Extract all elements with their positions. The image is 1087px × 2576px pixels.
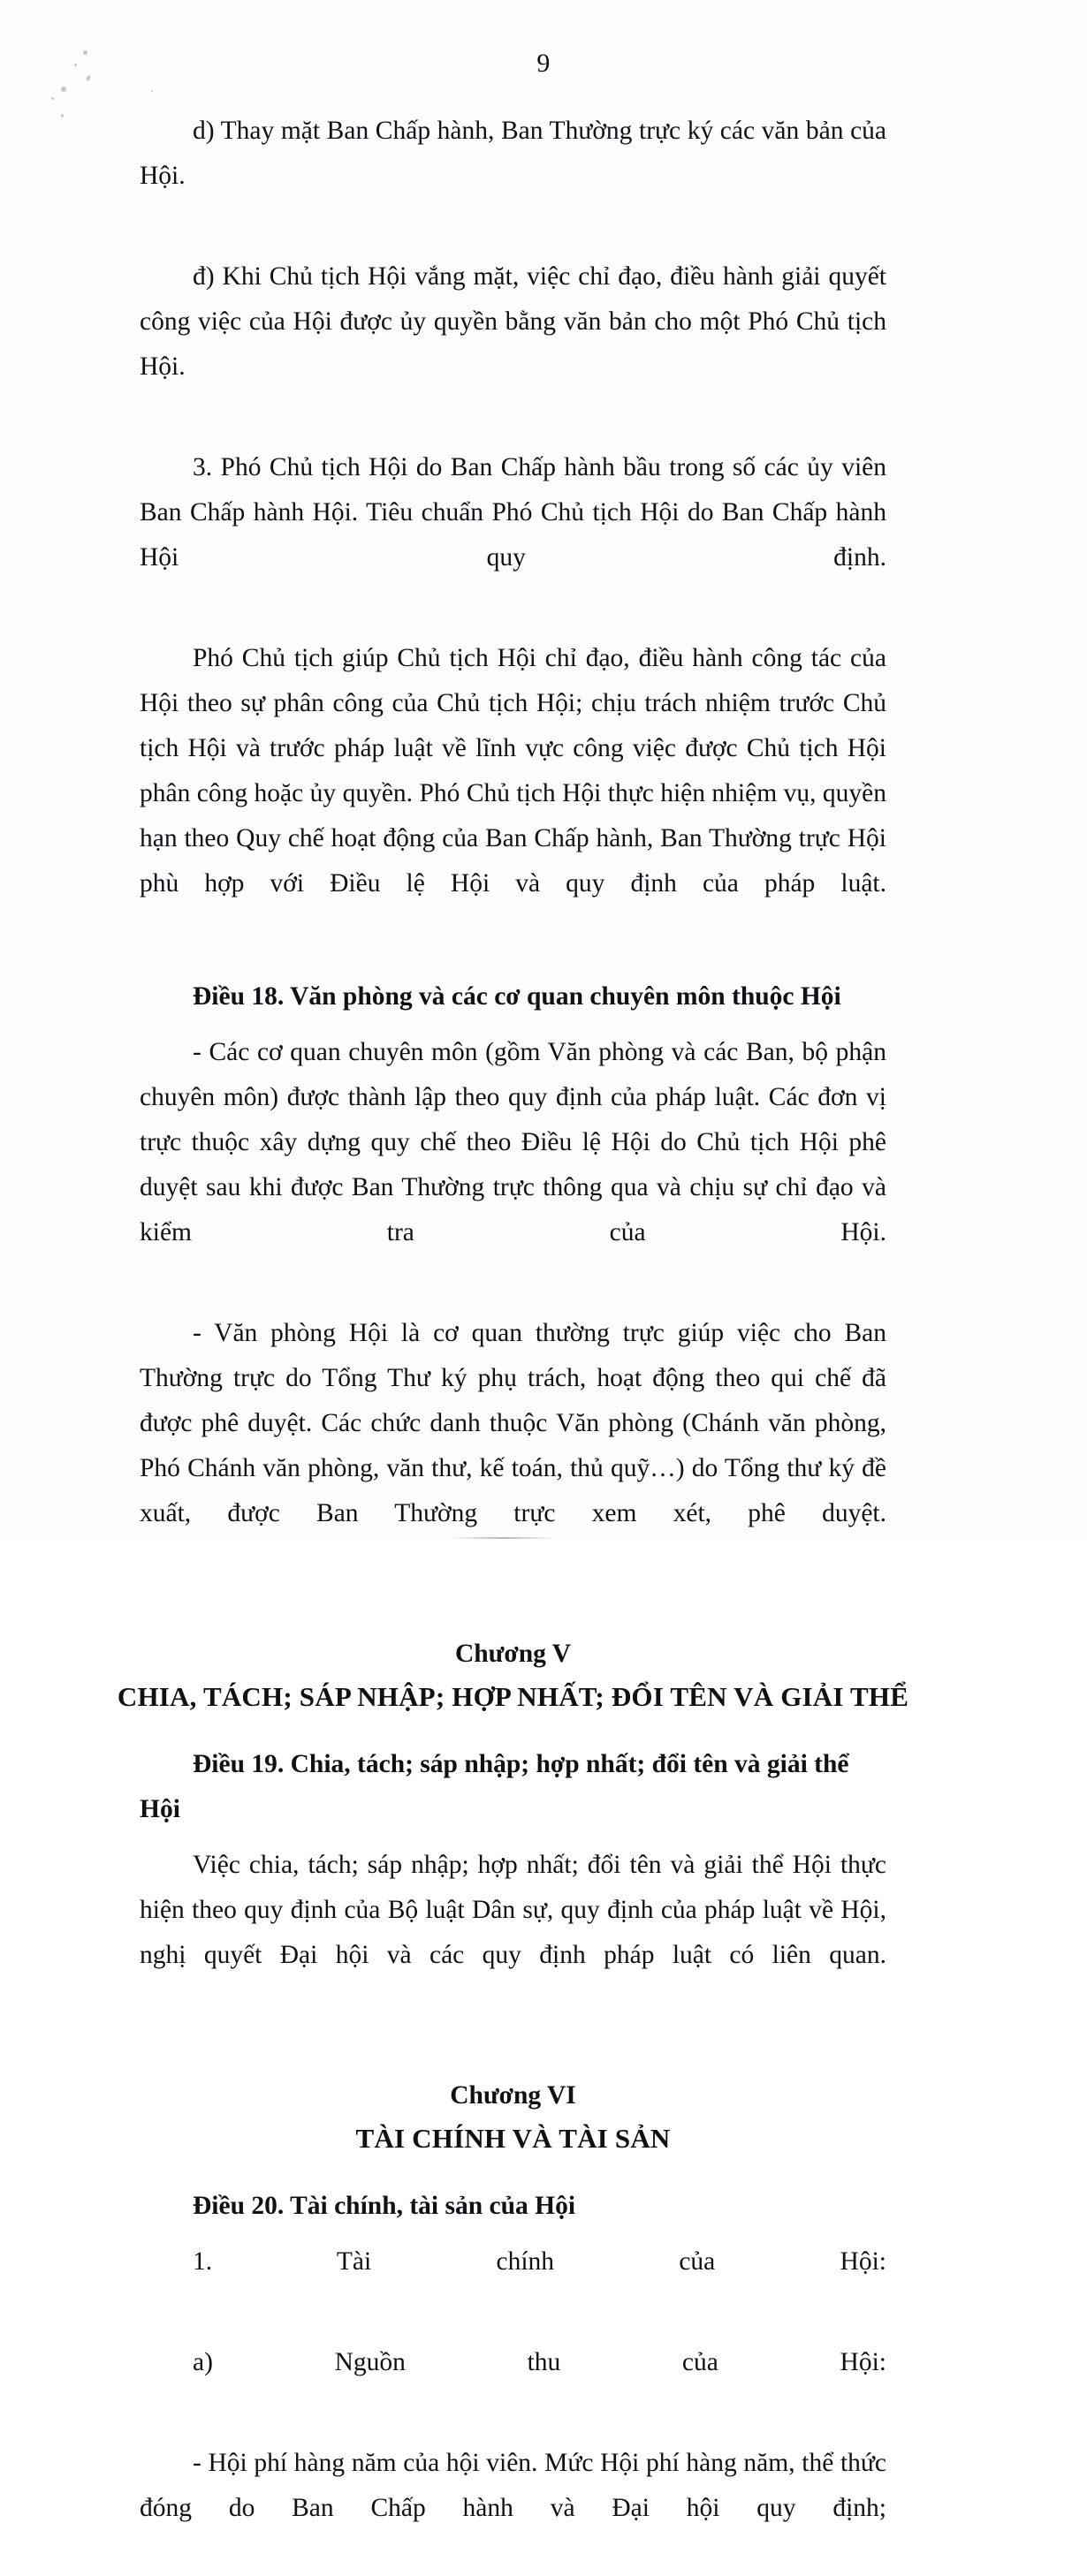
chapter-6-block [140,2074,886,2161]
paragraph-article-20-item-1: 1. Tài chính của Hội: [193,2247,886,2276]
paragraph-item-3: 3. Phó Chủ tịch Hội do Ban Chấp hành bầu trong số các ủy viên Ban Chấp hành Hội. Tiêu chuẩn Phó Chủ tịch Hội do Ban Chấp hành Hội quy định. [140,453,886,572]
paragraph-article-18-item-2: - Văn phòng Hội là cơ quan thường trực giúp việc cho Ban Thường trực do Tổng Thư ký phụ trách, hoạt động theo qui chế đã được phê duyệt. Các chức danh thuộc Văn phòng (Chánh văn phòng, Phó Chánh văn phòng, văn thư, kế toán, thủ quỹ…) do Tổng thư ký đề xuất, được Ban Thường trực xem xét, phê duyệt. [140,1319,886,1527]
paragraph-item-dd: đ) Khi Chủ tịch Hội vắng mặt, việc chỉ đạo, điều hành giải quyết công việc của Hội được ủy quyền bằng văn bản cho một Phó Chủ tịch Hội. [140,262,886,381]
paragraph-vice-president-duties: Phó Chủ tịch giúp Chủ tịch Hội chỉ đạo, điều hành công tác của Hội theo sự phân công của Chủ tịch Hội; chịu trách nhiệm trước Chủ tịch Hội và trước pháp luật về lĩnh vực công việc được Chủ tịch Hội phân công hoặc ủy quyền. Phó Chủ tịch Hội thực hiện nhiệm vụ, quyền hạn theo Quy chế hoạt động của Ban Chấp hành, Ban Thường trực Hội phù hợp với Điều lệ Hội và quy định của pháp luật. [140,644,886,898]
heading-article-19: Điều 19. Chia, tách; sáp nhập; hợp nhất; đổi tên và giải thể Hội [140,1750,849,1823]
paragraph-article-20-item-a: a) Nguồn thu của Hội: [193,2348,886,2376]
heading-article-18: Điều 18. Văn phòng và các cơ quan chuyên môn thuộc Hội [193,982,841,1011]
chapter-5-block [117,1633,909,1719]
chapter-6-label: Chương VI [450,2081,576,2110]
paragraph-article-18-item-1: - Các cơ quan chuyên môn (gồm Văn phòng và các Ban, bộ phận chuyên môn) được thành lập theo quy định của pháp luật. Các đơn vị trực thuộc xây dựng quy chế theo Điều lệ Hội do Chủ tịch Hội phê duyệt sau khi được Ban Thường trực thông qua và chịu sự chỉ đạo và kiểm tra của Hội. [140,1038,886,1246]
paragraph-item-d: d) Thay mặt Ban Chấp hành, Ban Thường trực ký các văn bản của Hội. [140,117,886,190]
page-number: 9 [536,49,551,78]
heading-article-20: Điều 20. Tài chính, tài sản của Hội [193,2192,576,2220]
chapter-6-title: TÀI CHÍNH VÀ TÀI SẢN [355,2123,671,2154]
paragraph-article-20-bullet-membership-fee: - Hội phí hàng năm của hội viên. Mức Hội phí hàng năm, thể thức đóng do Ban Chấp hành và Đại hội quy định; [140,2449,886,2522]
paragraph-article-19: Việc chia, tách; sáp nhập; hợp nhất; đổi tên và giải thể Hội thực hiện theo quy định của Bộ luật Dân sự, quy định của pháp luật về Hội, nghị quyết Đại hội và các quy định pháp luật có liên quan. [140,1851,886,1969]
chapter-5-title: CHIA, TÁCH; SÁP NHẬP; HỢP NHẤT; ĐỔI TÊN VÀ GIẢI THỂ [117,1681,909,1712]
chapter-5-label: Chương V [454,1640,572,1668]
document-body [117,109,909,2576]
